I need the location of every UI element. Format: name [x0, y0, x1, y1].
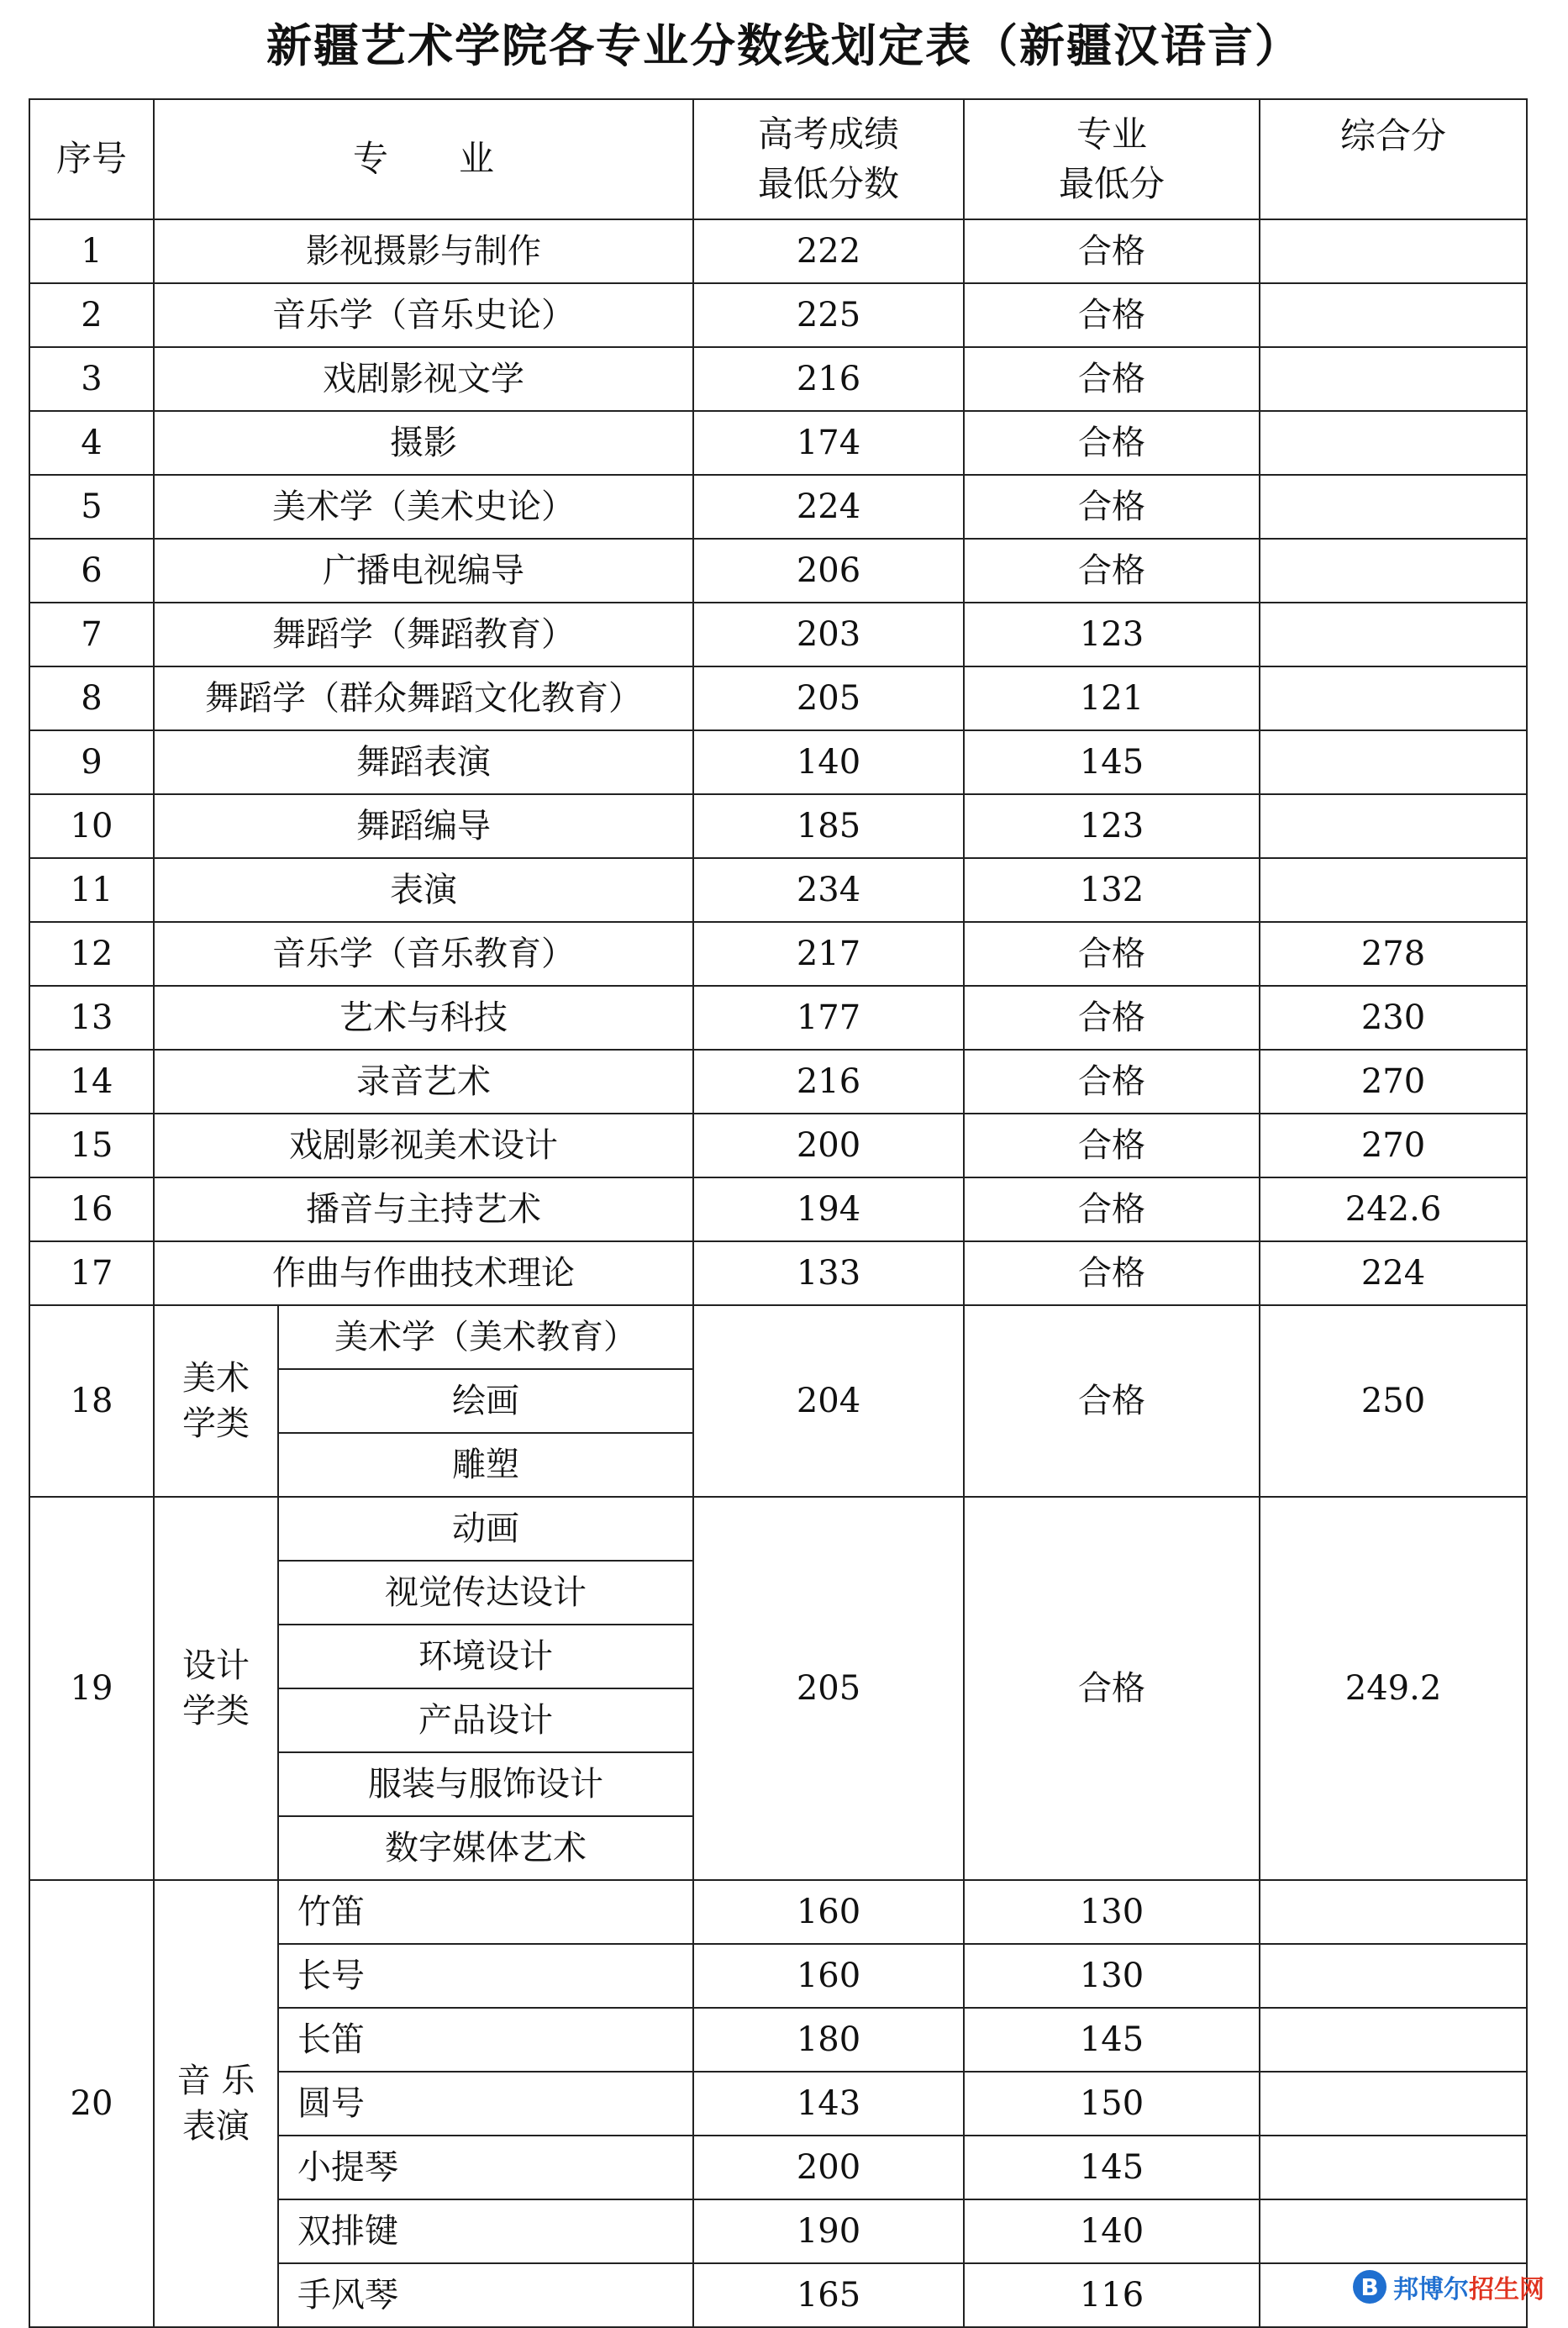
page-title: 新疆艺术学院各专业分数线划定表（新疆汉语言）	[266, 19, 1302, 72]
cell-no: 7	[29, 603, 154, 666]
cell-major: 手风琴	[278, 2263, 693, 2327]
cell-gaokao: 190	[693, 2199, 964, 2263]
header-prof-line2: 最低分	[1059, 162, 1165, 204]
cell-major: 竹笛	[278, 1880, 693, 1944]
cell-gaokao: 177	[693, 986, 964, 1050]
cell-prof: 121	[964, 666, 1260, 730]
cell-no: 2	[29, 283, 154, 347]
cell-major: 动画	[278, 1497, 693, 1561]
cell-major: 作曲与作曲技术理论	[154, 1241, 693, 1305]
header-prof-line1: 专业	[1076, 113, 1148, 155]
header-total: 综合分	[1260, 99, 1527, 219]
cell-total	[1260, 539, 1527, 603]
cell-no: 16	[29, 1177, 154, 1241]
table-row	[29, 666, 1527, 730]
cell-prof: 合格	[964, 1177, 1260, 1241]
score-table	[29, 98, 1528, 2328]
cell-category	[154, 1880, 278, 2327]
cell-gaokao: 200	[693, 2136, 964, 2199]
cell-major: 音乐学（音乐史论）	[154, 283, 693, 347]
cell-total	[1260, 794, 1527, 858]
cell-major: 广播电视编导	[154, 539, 693, 603]
cell-total: 270	[1260, 1114, 1527, 1177]
category-line2: 学类	[182, 1692, 250, 1730]
cell-gaokao: 206	[693, 539, 964, 603]
table-row	[29, 475, 1527, 539]
table-row	[29, 347, 1527, 411]
cell-prof: 116	[964, 2263, 1260, 2327]
cell-no: 15	[29, 1114, 154, 1177]
cell-prof: 140	[964, 2199, 1260, 2263]
cell-major: 雕塑	[278, 1433, 693, 1497]
cell-no: 18	[29, 1305, 154, 1497]
cell-total: 278	[1260, 922, 1527, 986]
cell-total: 270	[1260, 1050, 1527, 1114]
cell-no: 11	[29, 858, 154, 922]
cell-total	[1260, 1944, 1527, 2008]
category-line1: 音 乐	[176, 2062, 255, 2100]
cell-gaokao: 133	[693, 1241, 964, 1305]
cell-gaokao: 140	[693, 730, 964, 794]
cell-total	[1260, 2136, 1527, 2199]
cell-total	[1260, 2072, 1527, 2136]
cell-prof: 123	[964, 603, 1260, 666]
cell-gaokao: 205	[693, 1497, 964, 1880]
cell-prof: 合格	[964, 922, 1260, 986]
cell-gaokao: 143	[693, 2072, 964, 2136]
cell-total	[1260, 219, 1527, 283]
cell-no: 9	[29, 730, 154, 794]
cell-major: 录音艺术	[154, 1050, 693, 1114]
cell-prof: 合格	[964, 219, 1260, 283]
cell-category	[154, 1497, 278, 1880]
cell-no: 8	[29, 666, 154, 730]
cell-total	[1260, 2008, 1527, 2072]
cell-prof: 合格	[964, 539, 1260, 603]
table-row	[29, 1497, 1527, 1561]
cell-prof: 145	[964, 2136, 1260, 2199]
cell-total	[1260, 347, 1527, 411]
cell-major: 美术学（美术教育）	[278, 1305, 693, 1369]
cell-gaokao: 234	[693, 858, 964, 922]
cell-prof: 合格	[964, 1305, 1260, 1497]
table-row	[29, 219, 1527, 283]
cell-gaokao: 204	[693, 1305, 964, 1497]
cell-major: 服装与服饰设计	[278, 1752, 693, 1816]
cell-total	[1260, 1880, 1527, 1944]
cell-no: 4	[29, 411, 154, 475]
table-row	[29, 1305, 1527, 1369]
table-row	[29, 858, 1527, 922]
cell-prof: 130	[964, 1944, 1260, 2008]
cell-prof: 132	[964, 858, 1260, 922]
cell-major: 圆号	[278, 2072, 693, 2136]
cell-no: 14	[29, 1050, 154, 1114]
header-gaokao	[693, 99, 964, 219]
header-major: 专 业	[154, 99, 693, 219]
watermark-text-part1: 邦博尔	[1393, 2275, 1469, 2304]
cell-major: 戏剧影视文学	[154, 347, 693, 411]
cell-major: 摄影	[154, 411, 693, 475]
cell-gaokao: 185	[693, 794, 964, 858]
cell-major: 美术学（美术史论）	[154, 475, 693, 539]
cell-total	[1260, 411, 1527, 475]
cell-major: 小提琴	[278, 2136, 693, 2199]
cell-gaokao: 174	[693, 411, 964, 475]
table-row	[29, 539, 1527, 603]
cell-major: 音乐学（音乐教育）	[154, 922, 693, 986]
header-gaokao-line2: 最低分数	[758, 162, 900, 204]
header-row	[29, 99, 1527, 219]
cell-major: 表演	[154, 858, 693, 922]
cell-major: 数字媒体艺术	[278, 1816, 693, 1880]
cell-major: 产品设计	[278, 1688, 693, 1752]
cell-prof: 合格	[964, 1050, 1260, 1114]
cell-prof: 145	[964, 2008, 1260, 2072]
cell-gaokao: 225	[693, 283, 964, 347]
cell-prof: 合格	[964, 986, 1260, 1050]
cell-major: 环境设计	[278, 1625, 693, 1688]
cell-major: 舞蹈表演	[154, 730, 693, 794]
cell-total: 230	[1260, 986, 1527, 1050]
table-row	[29, 1114, 1527, 1177]
cell-total: 249.2	[1260, 1497, 1527, 1880]
cell-major: 戏剧影视美术设计	[154, 1114, 693, 1177]
category-line1: 设计	[182, 1646, 250, 1685]
cell-major: 双排键	[278, 2199, 693, 2263]
cell-no: 6	[29, 539, 154, 603]
table-row	[29, 283, 1527, 347]
table-row	[29, 1177, 1527, 1241]
table-row	[29, 603, 1527, 666]
cell-total: 242.6	[1260, 1177, 1527, 1241]
cell-gaokao: 217	[693, 922, 964, 986]
header-gaokao-line1: 高考成绩	[758, 113, 900, 155]
cell-total	[1260, 730, 1527, 794]
cell-gaokao: 200	[693, 1114, 964, 1177]
cell-prof: 合格	[964, 347, 1260, 411]
cell-no: 12	[29, 922, 154, 986]
watermark	[1353, 2267, 1544, 2306]
cell-gaokao: 224	[693, 475, 964, 539]
table-row	[29, 1880, 1527, 1944]
cell-gaokao: 222	[693, 219, 964, 283]
cell-prof: 130	[964, 1880, 1260, 1944]
cell-no: 17	[29, 1241, 154, 1305]
table-row	[29, 1241, 1527, 1305]
cell-prof: 合格	[964, 283, 1260, 347]
cell-total: 224	[1260, 1241, 1527, 1305]
cell-major: 长笛	[278, 2008, 693, 2072]
cell-prof: 123	[964, 794, 1260, 858]
cell-major: 播音与主持艺术	[154, 1177, 693, 1241]
cell-no: 10	[29, 794, 154, 858]
cell-major: 舞蹈学（舞蹈教育）	[154, 603, 693, 666]
cell-gaokao: 203	[693, 603, 964, 666]
cell-major: 视觉传达设计	[278, 1561, 693, 1625]
cell-prof: 合格	[964, 1241, 1260, 1305]
cell-no: 1	[29, 219, 154, 283]
cell-total	[1260, 475, 1527, 539]
header-prof	[964, 99, 1260, 219]
cell-no: 13	[29, 986, 154, 1050]
cell-total	[1260, 2199, 1527, 2263]
cell-gaokao: 194	[693, 1177, 964, 1241]
cell-prof: 合格	[964, 475, 1260, 539]
cell-gaokao: 180	[693, 2008, 964, 2072]
cell-major: 舞蹈编导	[154, 794, 693, 858]
cell-no: 19	[29, 1497, 154, 1880]
cell-gaokao: 216	[693, 347, 964, 411]
category-line1: 美术	[182, 1359, 250, 1398]
cell-gaokao: 160	[693, 1944, 964, 2008]
cell-gaokao: 205	[693, 666, 964, 730]
cell-total	[1260, 666, 1527, 730]
watermark-logo-icon: B	[1353, 2270, 1386, 2304]
watermark-text-part2: 招生网	[1469, 2275, 1544, 2304]
category-line2: 表演	[182, 2107, 250, 2146]
cell-category	[154, 1305, 278, 1497]
table-row	[29, 730, 1527, 794]
table-row	[29, 986, 1527, 1050]
table-row	[29, 794, 1527, 858]
cell-gaokao: 165	[693, 2263, 964, 2327]
cell-total: 250	[1260, 1305, 1527, 1497]
cell-total	[1260, 858, 1527, 922]
cell-prof: 合格	[964, 411, 1260, 475]
cell-no: 3	[29, 347, 154, 411]
cell-prof: 145	[964, 730, 1260, 794]
table-row	[29, 1050, 1527, 1114]
cell-gaokao: 216	[693, 1050, 964, 1114]
cell-major: 舞蹈学（群众舞蹈文化教育）	[154, 666, 693, 730]
cell-prof: 合格	[964, 1114, 1260, 1177]
category-line2: 学类	[182, 1404, 250, 1443]
header-no: 序号	[29, 99, 154, 219]
cell-total	[1260, 603, 1527, 666]
cell-no: 20	[29, 1880, 154, 2327]
table-row	[29, 411, 1527, 475]
cell-total	[1260, 283, 1527, 347]
cell-no: 5	[29, 475, 154, 539]
watermark-text	[1393, 2268, 1544, 2305]
cell-prof: 150	[964, 2072, 1260, 2136]
cell-prof: 合格	[964, 1497, 1260, 1880]
cell-major: 长号	[278, 1944, 693, 2008]
cell-gaokao: 160	[693, 1880, 964, 1944]
table-row	[29, 922, 1527, 986]
cell-major: 艺术与科技	[154, 986, 693, 1050]
cell-major: 影视摄影与制作	[154, 219, 693, 283]
cell-major: 绘画	[278, 1369, 693, 1433]
